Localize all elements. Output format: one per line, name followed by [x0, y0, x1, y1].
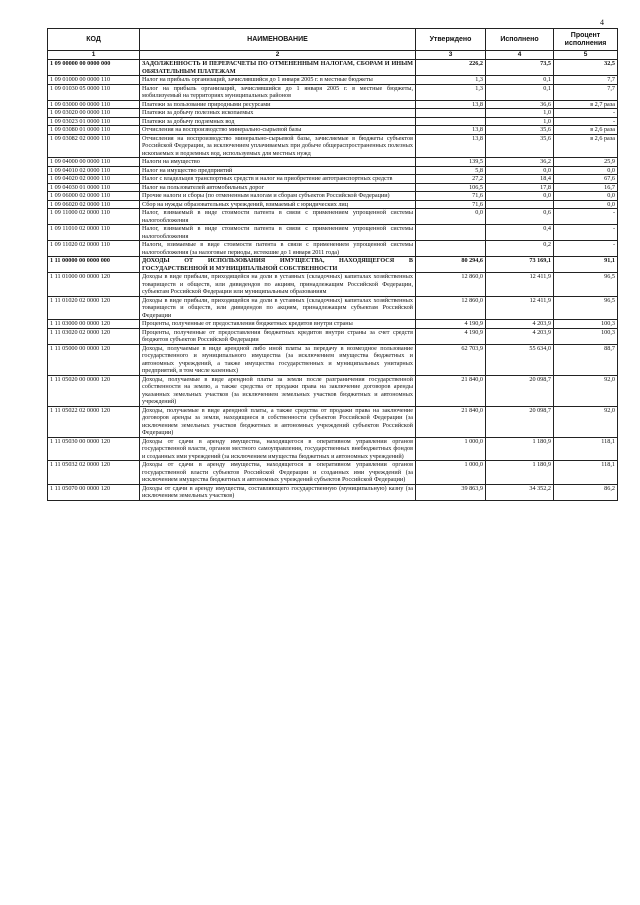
row-approved: 5,8: [416, 166, 486, 175]
row-approved: 13,8: [416, 134, 486, 158]
row-name: Доходы в виде прибыли, приходящейся на доли в уставных (складочных) капиталах хозяйственных товариществ и обществ, или дивидендов по акциям, принадлежащим Российской Федерации, субъектам Российской Федерации или муниципальным образованиям: [140, 273, 416, 297]
row-approved: 80 294,6: [416, 257, 486, 273]
row-name: Налог, взимаемый в виде стоимости патента в связи с применением упрощенной системы налогообложения: [140, 209, 416, 225]
row-percent: -: [554, 225, 618, 241]
row-name: Платежи за добычу подземных вод: [140, 117, 416, 126]
table-row: [48, 84, 618, 100]
row-code: 1 09 03023 01 0000 110: [48, 117, 140, 126]
row-code: 1 09 03082 02 0000 110: [48, 134, 140, 158]
row-name: Доходы, получаемые в виде арендной платы за земли после разграничения государственной собственности на землю, а также средства от продажи права на заключение договоров аренды указанных земельных участков (за исключением земельных участков бюджетных и автономных учреждений): [140, 375, 416, 406]
row-approved: 1,3: [416, 84, 486, 100]
row-percent: 16,7: [554, 183, 618, 192]
table-row: [48, 241, 618, 257]
row-name: Доходы, получаемые в виде арендной платы, а также средства от продажи права на заключение договоров аренды за земли, находящиеся в собственности субъектов Российской Федерации (за исключением земельных участков бюджетных и автономных учреждений субъектов Российской Федерации): [140, 406, 416, 437]
table-header-row: [48, 29, 618, 51]
row-code: 1 09 11000 02 0000 110: [48, 209, 140, 225]
table-row: [48, 117, 618, 126]
row-percent: 118,1: [554, 437, 618, 461]
row-executed: 35,6: [486, 134, 554, 158]
table-row: [48, 109, 618, 118]
row-approved: 13,8: [416, 100, 486, 109]
row-name: Налог на прибыль организаций, зачислявшийся до 1 января 2005 г. в местные бюджеты, мобилизуемый на территориях муниципальных районов: [140, 84, 416, 100]
row-name: Доходы, получаемые в виде арендной либо иной платы за передачу в возмездное пользование государственного и муниципального имущества (за исключением имущества бюджетных и автономных учреждений, а также имущества государственных и муниципальных унитарных предприятий, в том числе казенных): [140, 344, 416, 375]
table-row: [48, 320, 618, 329]
table-row: [48, 100, 618, 109]
row-percent: 7,7: [554, 84, 618, 100]
row-code: 1 11 05022 02 0000 120: [48, 406, 140, 437]
row-code: 1 11 05032 02 0000 120: [48, 461, 140, 485]
row-code: 1 09 11020 02 0000 110: [48, 241, 140, 257]
row-executed: 34 352,2: [486, 484, 554, 500]
row-executed: [486, 200, 554, 209]
row-code: 1 09 06020 02 0000 110: [48, 200, 140, 209]
table-row: [48, 200, 618, 209]
row-approved: 71,6: [416, 192, 486, 201]
row-name: ДОХОДЫ ОТ ИСПОЛЬЗОВАНИЯ ИМУЩЕСТВА, НАХОДЯЩЕГОСЯ В ГОСУДАРСТВЕННОЙ И МУНИЦИПАЛЬНОЙ СОБСТВЕННОСТИ: [140, 257, 416, 273]
row-executed: 0,0: [486, 166, 554, 175]
row-percent: 96,5: [554, 273, 618, 297]
row-approved: 0,0: [416, 209, 486, 225]
row-name: Налоги, взимаемые в виде стоимости патента в связи с применением упрощенной системы налогообложения (за налоговые периоды, истекшие до 1 января 2011 года): [140, 241, 416, 257]
column-number: 3: [416, 51, 486, 60]
row-percent: 100,3: [554, 328, 618, 344]
table-row: [48, 126, 618, 135]
row-executed: 20 098,7: [486, 375, 554, 406]
row-percent: -: [554, 209, 618, 225]
row-executed: 35,6: [486, 126, 554, 135]
row-code: 1 09 06000 02 0000 110: [48, 192, 140, 201]
row-percent: 7,7: [554, 76, 618, 85]
table-row: [48, 484, 618, 500]
row-executed: 0,2: [486, 241, 554, 257]
row-executed: 0,0: [486, 192, 554, 201]
row-name: Проценты, полученные от предоставления бюджетных кредитов внутри страны за счет средств бюджетов субъектов Российской Федерации: [140, 328, 416, 344]
row-code: 1 11 05020 00 0000 120: [48, 375, 140, 406]
row-percent: 88,7: [554, 344, 618, 375]
row-name: Доходы от сдачи в аренду имущества, находящегося в оперативном управлении органов государственной власти субъектов Российской Федерации и созданных ими учреждений (за исключением имущества бюджетных и автономных учреждений субъектов Российской Федерации): [140, 461, 416, 485]
row-approved: 106,5: [416, 183, 486, 192]
row-approved: 1,3: [416, 76, 486, 85]
table-row: [48, 273, 618, 297]
row-name: Сбор на нужды образовательных учреждений, взимаемый с юридических лиц: [140, 200, 416, 209]
row-code: 1 11 03000 00 0000 120: [48, 320, 140, 329]
header-code: КОД: [48, 29, 140, 51]
table-row: [48, 183, 618, 192]
row-percent: 0,0: [554, 166, 618, 175]
row-name: Налог на имущество предприятий: [140, 166, 416, 175]
row-approved: 21 840,0: [416, 406, 486, 437]
row-executed: 1 180,9: [486, 437, 554, 461]
row-executed: 20 098,7: [486, 406, 554, 437]
row-approved: [416, 117, 486, 126]
table-row: [48, 166, 618, 175]
row-approved: 1 000,0: [416, 461, 486, 485]
row-percent: 96,5: [554, 296, 618, 320]
row-executed: 4 203,9: [486, 328, 554, 344]
row-name: Платежи за добычу полезных ископаемых: [140, 109, 416, 118]
row-executed: 1,0: [486, 117, 554, 126]
row-code: 1 09 04030 01 0000 110: [48, 183, 140, 192]
row-percent: 32,5: [554, 60, 618, 76]
row-executed: 1,0: [486, 109, 554, 118]
table-row: [48, 134, 618, 158]
table-row: [48, 344, 618, 375]
row-executed: 0,1: [486, 76, 554, 85]
column-number: 1: [48, 51, 140, 60]
row-executed: 18,4: [486, 175, 554, 184]
row-executed: 73,5: [486, 60, 554, 76]
row-executed: 12 411,9: [486, 273, 554, 297]
table-row: [48, 158, 618, 167]
row-code: 1 11 05000 00 0000 120: [48, 344, 140, 375]
table-row: [48, 328, 618, 344]
row-percent: -: [554, 109, 618, 118]
row-code: 1 09 01030 05 0000 110: [48, 84, 140, 100]
row-percent: 0,0: [554, 200, 618, 209]
row-approved: 27,2: [416, 175, 486, 184]
row-code: 1 09 11010 02 0000 110: [48, 225, 140, 241]
row-executed: 0,4: [486, 225, 554, 241]
row-code: 1 09 04020 02 0000 110: [48, 175, 140, 184]
column-number-row: [48, 51, 618, 60]
table-row: [48, 296, 618, 320]
table-row: [48, 406, 618, 437]
page-number: 4: [600, 18, 604, 27]
row-executed: 17,8: [486, 183, 554, 192]
row-executed: 36,6: [486, 100, 554, 109]
row-approved: [416, 225, 486, 241]
row-percent: -: [554, 241, 618, 257]
row-name: Налог с владельцев транспортных средств и налог на приобретение автотранспортных средств: [140, 175, 416, 184]
table-row: [48, 60, 618, 76]
table-row: [48, 175, 618, 184]
budget-execution-table: [47, 28, 618, 501]
row-name: ЗАДОЛЖЕННОСТЬ И ПЕРЕРАСЧЕТЫ ПО ОТМЕНЕННЫМ НАЛОГАМ, СБОРАМ И ИНЫМ ОБЯЗАТЕЛЬНЫМ ПЛАТЕЖАМ: [140, 60, 416, 76]
row-name: Доходы в виде прибыли, приходящейся на доли в уставных (складочных) капиталах хозяйственных товариществ и обществ, или дивидендов по акциям, принадлежащим субъектам Российской Федерации: [140, 296, 416, 320]
row-percent: 86,2: [554, 484, 618, 500]
row-approved: 12 860,0: [416, 296, 486, 320]
table-row: [48, 76, 618, 85]
table-row: [48, 192, 618, 201]
table-row: [48, 209, 618, 225]
row-percent: 91,1: [554, 257, 618, 273]
row-executed: 73 169,1: [486, 257, 554, 273]
row-approved: 139,5: [416, 158, 486, 167]
row-approved: 4 190,9: [416, 320, 486, 329]
row-executed: 0,1: [486, 84, 554, 100]
column-number: 5: [554, 51, 618, 60]
row-name: Налог на пользователей автомобильных дорог: [140, 183, 416, 192]
row-percent: в 2,6 раза: [554, 126, 618, 135]
row-percent: 67,6: [554, 175, 618, 184]
row-approved: 71,6: [416, 200, 486, 209]
row-code: 1 09 01000 00 0000 110: [48, 76, 140, 85]
row-code: 1 11 00000 00 0000 000: [48, 257, 140, 273]
row-code: 1 11 05070 00 0000 120: [48, 484, 140, 500]
row-name: Проценты, полученные от предоставления бюджетных кредитов внутри страны: [140, 320, 416, 329]
row-approved: 12 860,0: [416, 273, 486, 297]
row-code: 1 11 01000 00 0000 120: [48, 273, 140, 297]
row-code: 1 09 00000 00 0000 000: [48, 60, 140, 76]
header-percent: Процент исполнения: [554, 29, 618, 51]
table-row: [48, 375, 618, 406]
row-approved: 62 703,9: [416, 344, 486, 375]
row-approved: [416, 109, 486, 118]
table-row: [48, 257, 618, 273]
row-code: 1 09 03020 00 0000 110: [48, 109, 140, 118]
row-code: 1 09 03080 01 0000 110: [48, 126, 140, 135]
row-name: Доходы от сдачи в аренду имущества, находящегося в оперативном управлении органов государственной власти, органов местного самоуправления, государственных внебюджетных фондов и созданных ими учреждений (за исключением имущества бюджетных и автономных учреждений): [140, 437, 416, 461]
row-code: 1 09 04000 00 0000 110: [48, 158, 140, 167]
header-approved: Утверждено: [416, 29, 486, 51]
row-executed: 0,6: [486, 209, 554, 225]
row-name: Отчисления на воспроизводство минерально-сырьевой базы, зачисляемые в бюджеты субъектов Российской Федерации, за исключением уплачиваемых при добыче общераспространенных полезных ископаемых и подземных вод, используемых для местных нужд: [140, 134, 416, 158]
row-percent: 92,0: [554, 375, 618, 406]
header-name: НАИМЕНОВАНИЕ: [140, 29, 416, 51]
row-executed: 55 634,0: [486, 344, 554, 375]
row-name: Доходы от сдачи в аренду имущества, составляющего государственную (муниципальную) казну (за исключением земельных участков): [140, 484, 416, 500]
row-percent: 100,3: [554, 320, 618, 329]
row-name: Налог, взимаемый в виде стоимости патента в связи с применением упрощенной системы налогообложения: [140, 225, 416, 241]
row-code: 1 11 03020 02 0000 120: [48, 328, 140, 344]
table-row: [48, 437, 618, 461]
row-percent: -: [554, 117, 618, 126]
row-executed: 4 203,9: [486, 320, 554, 329]
row-percent: 0,0: [554, 192, 618, 201]
row-name: Прочие налоги и сборы (по отмененным налогам и сборам субъектов Российской Федерации): [140, 192, 416, 201]
row-percent: 25,9: [554, 158, 618, 167]
row-approved: 13,8: [416, 126, 486, 135]
row-approved: 226,2: [416, 60, 486, 76]
row-code: 1 11 01020 02 0000 120: [48, 296, 140, 320]
row-percent: 92,0: [554, 406, 618, 437]
row-name: Платежи за пользование природными ресурсами: [140, 100, 416, 109]
header-executed: Исполнено: [486, 29, 554, 51]
column-number: 2: [140, 51, 416, 60]
row-percent: 118,1: [554, 461, 618, 485]
column-number: 4: [486, 51, 554, 60]
row-percent: в 2,6 раза: [554, 134, 618, 158]
row-name: Налоги на имущество: [140, 158, 416, 167]
row-approved: 1 000,0: [416, 437, 486, 461]
row-name: Налог на прибыль организаций, зачислявшийся до 1 января 2005 г. в местные бюджеты: [140, 76, 416, 85]
row-executed: 12 411,9: [486, 296, 554, 320]
row-code: 1 09 04010 02 0000 110: [48, 166, 140, 175]
row-code: 1 11 05030 00 0000 120: [48, 437, 140, 461]
row-approved: 21 840,0: [416, 375, 486, 406]
table-row: [48, 461, 618, 485]
row-approved: [416, 241, 486, 257]
row-code: 1 09 03000 00 0000 110: [48, 100, 140, 109]
row-approved: 4 190,9: [416, 328, 486, 344]
row-name: Отчисления на воспроизводство минерально-сырьевой базы: [140, 126, 416, 135]
table-row: [48, 225, 618, 241]
row-percent: в 2,7 раза: [554, 100, 618, 109]
row-executed: 36,2: [486, 158, 554, 167]
row-approved: 39 863,9: [416, 484, 486, 500]
row-executed: 1 180,9: [486, 461, 554, 485]
